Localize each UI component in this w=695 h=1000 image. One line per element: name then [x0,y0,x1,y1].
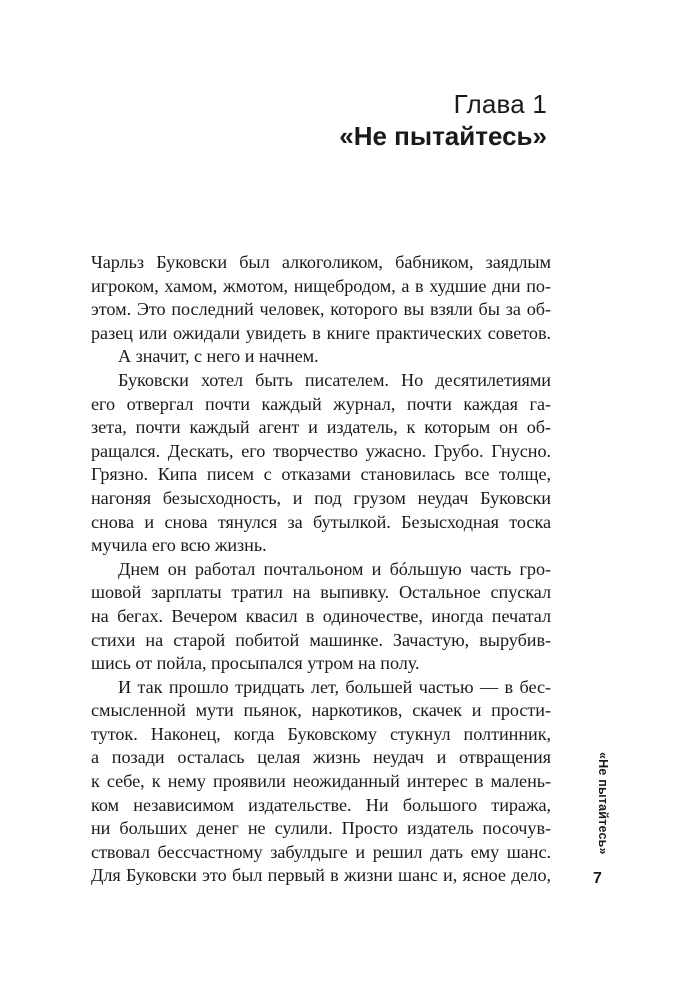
text-line: И так прошло тридцать лет, большей частью — в бес- [118,676,551,697]
text-line: его отвергал почти каждый журнал, почти каждая га- [91,393,551,414]
text-line: Чарльз Буковски был алкоголиком, бабником, заядлым [91,252,551,272]
text-line: шись от пойла, просыпался утром на полу. [91,653,420,674]
text-line: ращался. Дескать, его творчество ужасно. Грубо. Гнусно. [91,440,551,461]
text-line: разец или ожидали увидеть в книге практических советов. [91,322,551,343]
text-line: снова и снова тянулся за бутылкой. Безысходная тоска [91,511,551,532]
text-line: Грязно. Кипа писем с отказами становилась все толще, [91,464,551,485]
text-line: ком независимом издательстве. Ни большого тиража, [91,794,551,815]
text-line: на бегах. Вечером квасил в одиночестве, иногда печатал [91,605,551,626]
text-line: зета, почти каждый агент и издатель, к которым он об- [91,417,551,438]
text-line: Для Буковски это был первый в жизни шанс и, ясное дело, [91,865,551,886]
text-line: мучила его всю жизнь. [91,535,267,556]
body-text [91,251,551,888]
running-head: «Не пытайтесь» [596,752,610,855]
text-line: шовой зарплаты тратил на выпивку. Остальное спускал [91,582,551,603]
text-line: смысленной мути пьянок, наркотиков, скачек и прости- [91,700,551,721]
text-line: Буковски хотел быть писателем. Но десятилетиями [118,369,551,390]
text-line: Днем он работал почтальоном и бóльшую часть гро- [118,558,551,579]
text-line: этом. Это последний человек, которого вы взяли бы за об- [91,299,551,320]
text-line: ствовал бессчастному забулдыге и решил дать ему шанс. [91,841,551,862]
text-line: нагоняя безысходность, и под грузом неудач Буковски [91,487,551,508]
text-line: туток. Наконец, когда Буковскому стукнул полтинник, [91,723,551,744]
text-line: игроком, хамом, жмотом, нищебродом, а в худшие дни по- [91,275,551,296]
text-line: А значит, с него и начнем. [118,346,319,367]
text-line: ни больших денег не сулили. Просто издатель посочув- [91,818,551,839]
text-line: стихи на старой побитой машинке. Зачастую, вырубив- [91,629,551,650]
page-number: 7 [593,870,602,887]
text-line: а позади осталась целая жизнь неудач и отвращения [91,747,551,768]
chapter-label: Глава 1 [453,89,547,119]
chapter-header [339,88,547,152]
chapter-title: «Не пытайтесь» [339,121,547,151]
text-line: к себе, к нему проявили неожиданный интерес в малень- [91,771,551,792]
